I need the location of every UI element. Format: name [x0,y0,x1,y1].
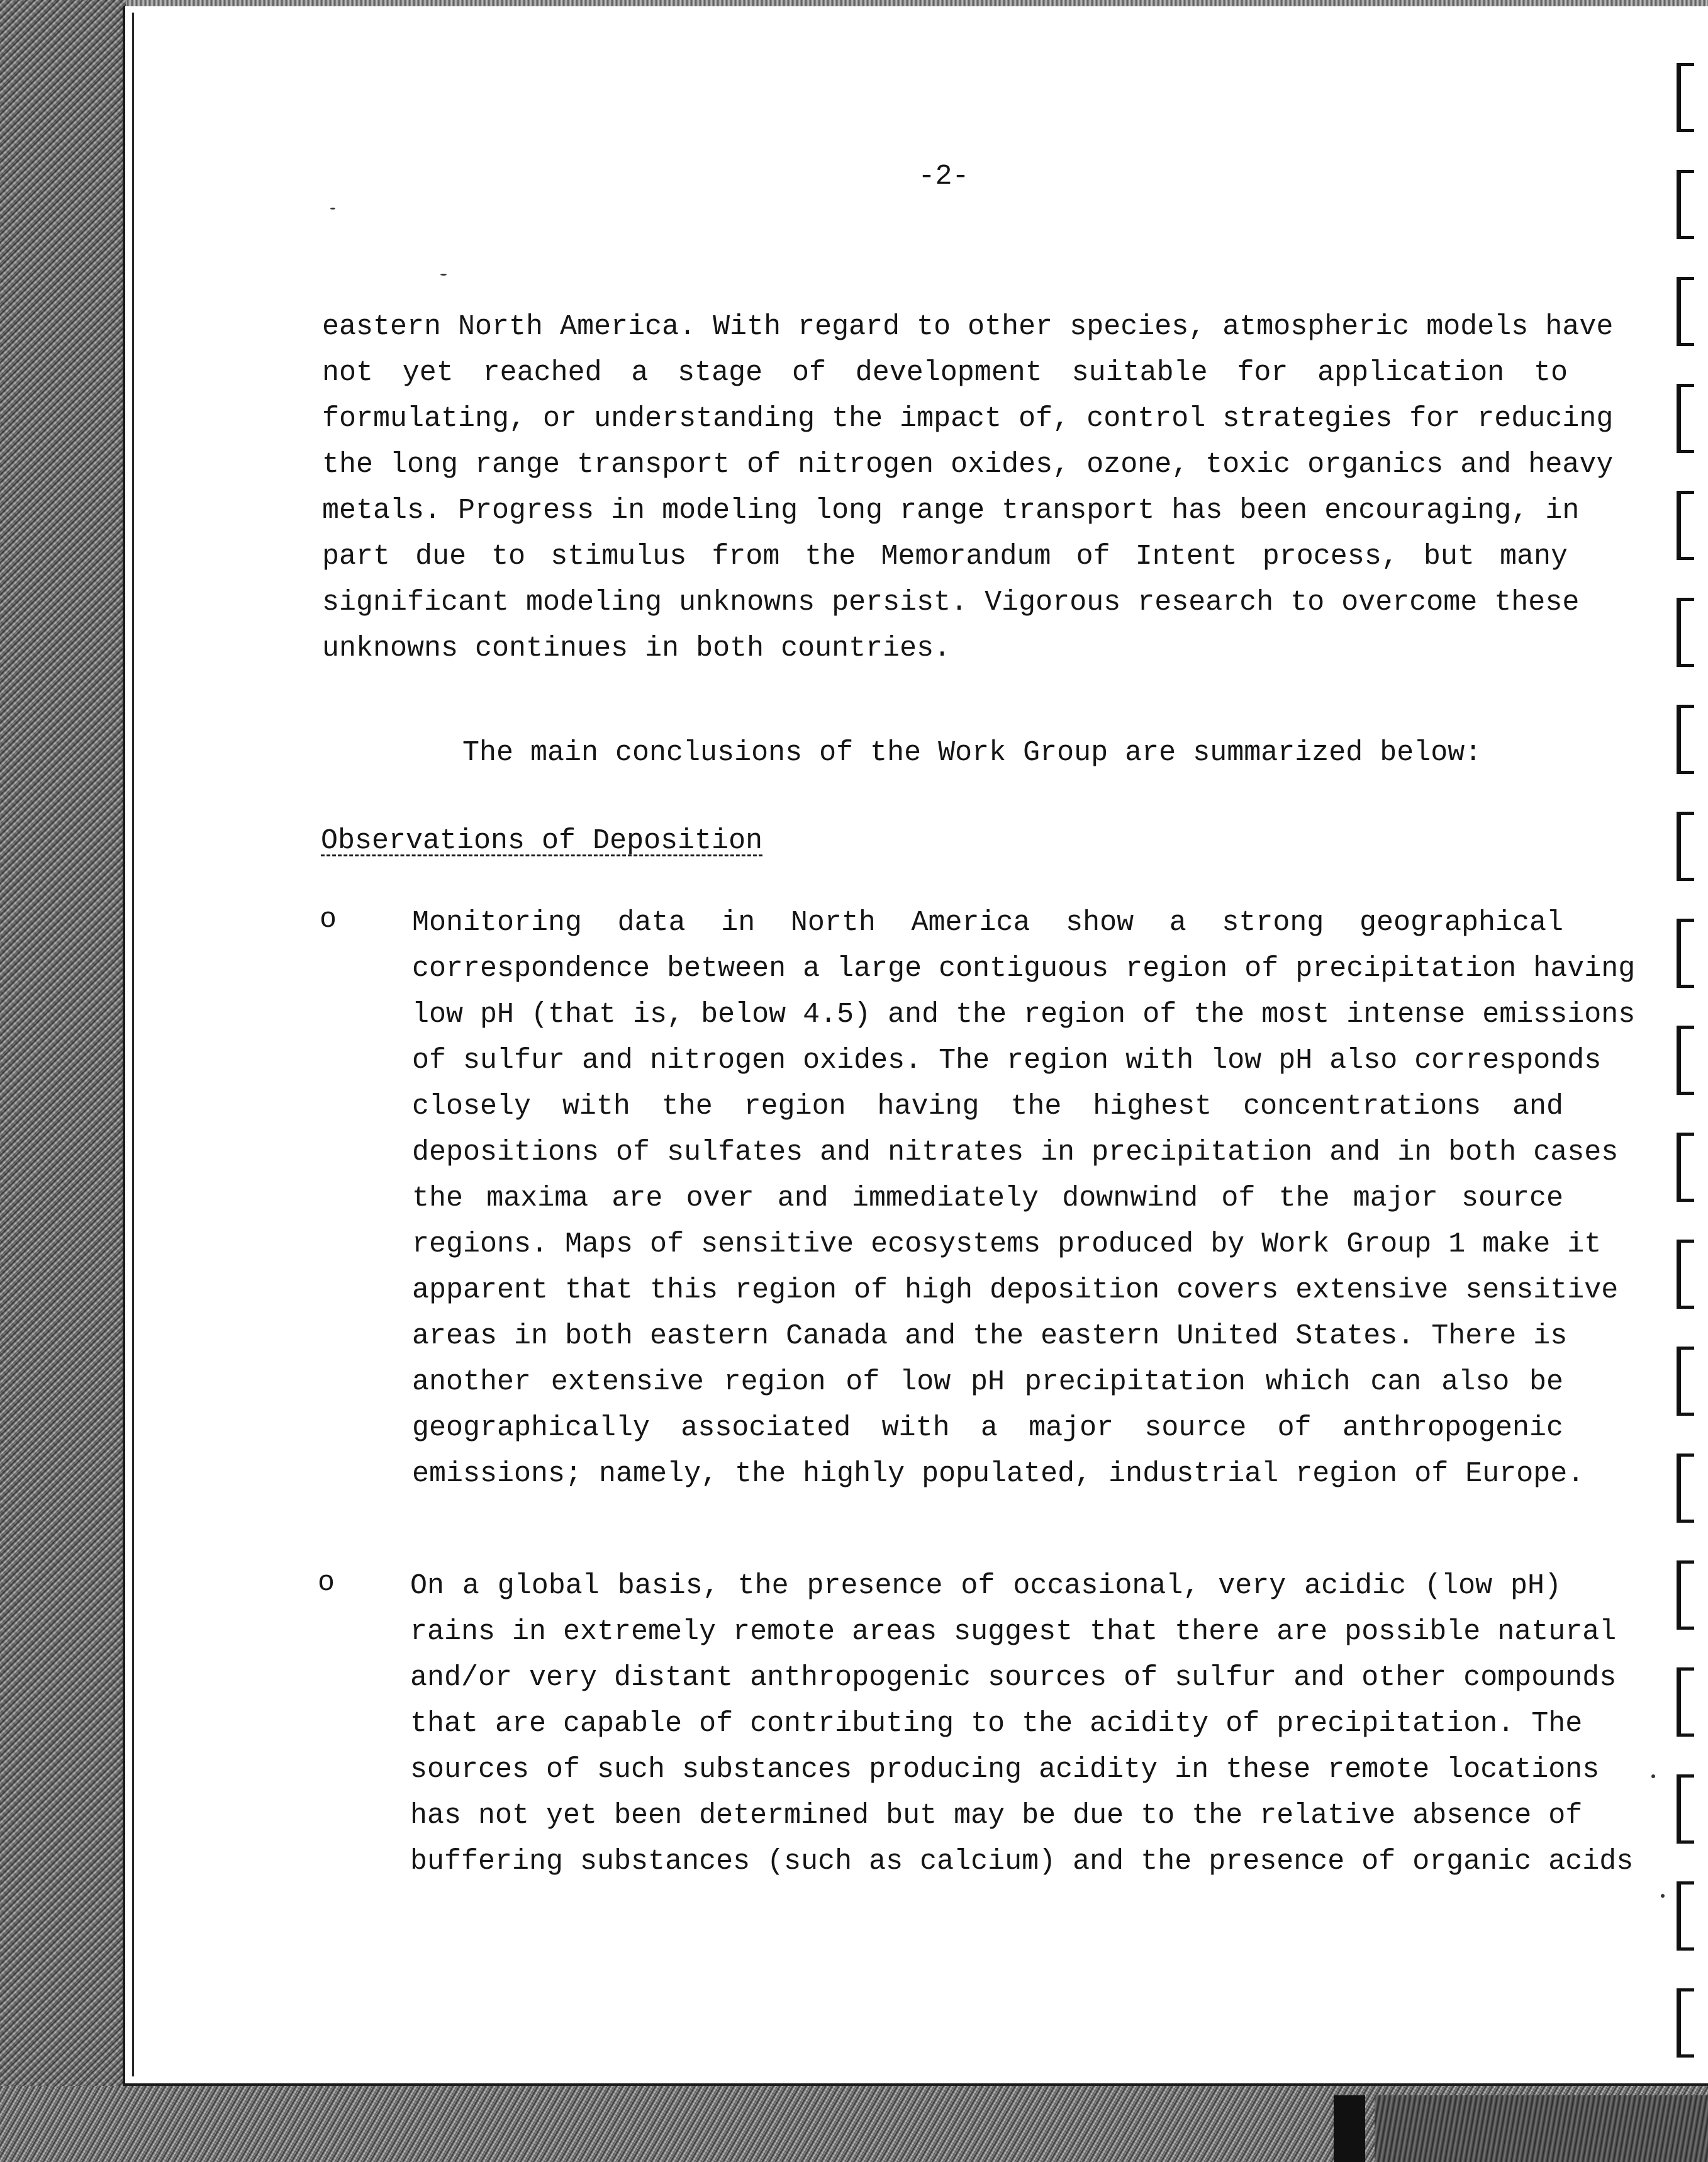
paragraph-line: has not yet been determined but may be due to the relative absence of [410,1800,1583,1832]
bullet-marker: o [318,1567,335,1599]
binder-ring-bracket [1677,1774,1694,1844]
paragraph-line: regions. Maps of sensitive ecosystems produced by Work Group 1 make it [412,1228,1602,1260]
binder-ring-bracket [1677,1560,1694,1630]
binder-ring-bracket [1677,598,1694,667]
binder-ring-bracket [1677,1988,1694,2058]
paragraph-line: that are capable of contributing to the acidity of precipitation. The [410,1708,1583,1740]
binder-ring-bracket [1677,705,1694,774]
binder-ring-bracket [1677,812,1694,881]
paragraph-line: the long range transport of nitrogen oxides, ozone, toxic organics and heavy [322,449,1614,481]
binder-ring-bracket [1677,63,1694,132]
bullet-paragraph-1 [412,900,1636,1497]
paragraph-line: On a global basis, the presence of occasional, very acidic (low pH) [410,1570,1561,1602]
binder-ring-bracket [1677,1026,1694,1095]
binder-texture [1375,2095,1708,2162]
page-number: -2- [918,160,969,193]
paragraph-line: buffering substances (such as calcium) and the presence of organic acids [410,1846,1634,1878]
paragraph-line: unknowns continues in both countries. [322,632,951,664]
binder-ring-bracket [1677,919,1694,988]
paragraph-line: rains in extremely remote areas suggest that there are possible natural [410,1616,1617,1648]
binder-ring-bracket [1677,1667,1694,1737]
binder-ring-bracket [1677,1881,1694,1951]
paragraph-line: and/or very distant anthropogenic sources of sulfur and other compounds [410,1662,1617,1694]
binder-ring-bracket [1677,170,1694,239]
paragraph-line: part due to stimulus from the Memorandum of Intent process, but many [322,540,1568,573]
bullet-marker: o [320,904,337,936]
paragraph-line: depositions of sulfates and nitrates in precipitation and in both cases [412,1136,1619,1168]
binder-ring-bracket [1677,384,1694,453]
binder-ring-bracket [1677,491,1694,560]
binder-ring-bracket [1677,1453,1694,1523]
binder-ring-bracket [1677,1133,1694,1202]
paragraph-line: emissions; namely, the highly populated, industrial region of Europe. [412,1458,1585,1490]
paragraph-line: of sulfur and nitrogen oxides. The region with low pH also corresponds [412,1045,1602,1077]
scan-speck [1661,1894,1665,1898]
paragraph-line: significant modeling unknowns persist. Vigorous research to overcome these [322,586,1580,619]
binder-ring-bracket [1677,277,1694,346]
binder-ring-column [1677,63,1708,2076]
binder-ring-bracket [1677,1240,1694,1309]
scan-speck [440,274,447,276]
paragraph-line: sources of such substances producing acidity in these remote locations [410,1754,1600,1786]
paragraph-line: geographically associated with a major source of anthropogenic [412,1412,1563,1444]
scan-speck [330,208,335,210]
paragraph-line: another extensive region of low pH precipitation which can also be [412,1366,1563,1398]
paragraph-line: closely with the region having the highest concentrations and [412,1090,1563,1123]
scan-edge-left [0,0,126,2162]
intro-paragraph [322,304,1614,671]
paragraph-line: correspondence between a large contiguous region of precipitation having [412,953,1636,985]
page-edge-line [132,13,134,2076]
paragraph-line: areas in both eastern Canada and the eastern United States. There is [412,1320,1568,1352]
paragraph-line: Monitoring data in North America show a strong geographical [412,907,1563,939]
binder-mark [1334,2095,1365,2162]
summary-line: The main conclusions of the Work Group are summarized below: [462,737,1482,769]
paragraph-line: formulating, or understanding the impact of, control strategies for reducing [322,403,1614,435]
section-heading: Observations of Deposition [321,825,763,857]
paragraph-line: metals. Progress in modeling long range transport has been encouraging, in [322,495,1580,527]
paragraph-line: apparent that this region of high deposition covers extensive sensitive [412,1274,1619,1306]
paragraph-line: eastern North America. With regard to other species, atmospheric models have [322,311,1614,343]
binder-ring-bracket [1677,1347,1694,1416]
bullet-paragraph-2 [410,1563,1634,1885]
paragraph-line: not yet reached a stage of development suitable for application to [322,357,1568,389]
scan-speck [1651,1774,1655,1778]
paragraph-line: low pH (that is, below 4.5) and the region of the most intense emissions [412,999,1636,1031]
paragraph-line: the maxima are over and immediately downwind of the major source [412,1182,1563,1214]
